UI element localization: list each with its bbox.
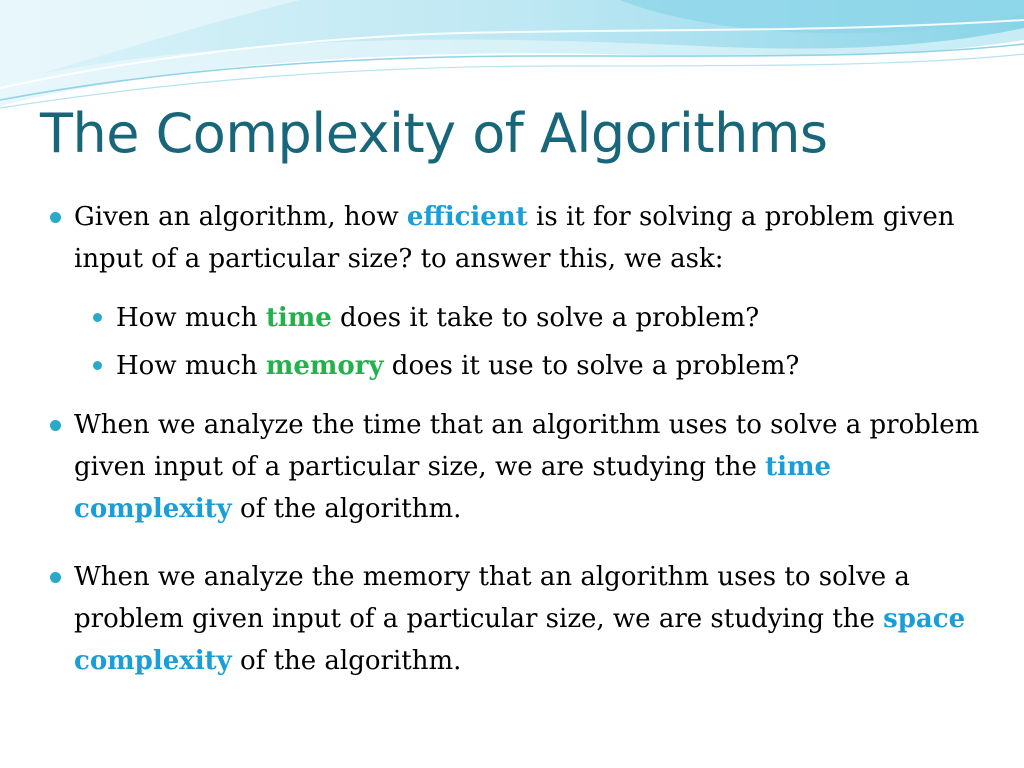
sub-bullet-text: How much (116, 351, 266, 381)
highlight-time-complexity: time complexity (74, 452, 832, 524)
bullet-text: of the algorithm. (231, 494, 462, 524)
bullet-text: is it for solving a problem given input of a particular size? to answer this, we ask: (74, 202, 955, 274)
sub-bullet-dot-icon (93, 313, 102, 322)
highlight-memory: memory (265, 351, 384, 381)
bullet-item (48, 404, 988, 530)
slide-title: The Complexity of Algorithms (40, 102, 828, 165)
sub-bullet-text: does it take to solve a problem? (331, 303, 760, 333)
slide-body (48, 196, 988, 682)
highlight-efficient: efficient (406, 202, 528, 232)
bullet-dot-icon (50, 572, 61, 583)
bullet-text: Given an algorithm, how (74, 202, 407, 232)
bullet-dot-icon (50, 420, 61, 431)
bullet-text: When we analyze the memory that an algorithm uses to solve a problem given input of a particular size, we are studying the (74, 562, 910, 634)
bullet-text: When we analyze the time that an algorithm uses to solve a problem given input of a particular size, we are studying the (74, 410, 980, 482)
sub-bullet-text: does it use to solve a problem? (383, 351, 800, 381)
sub-bullet-text: How much (116, 303, 266, 333)
highlight-time: time (265, 303, 332, 333)
sub-bullet-dot-icon (93, 361, 102, 370)
bullet-text: of the algorithm. (231, 646, 462, 676)
sub-bullet-item (48, 342, 988, 390)
bullet-item (48, 556, 988, 682)
sub-bullet-item (48, 294, 988, 342)
bullet-dot-icon (50, 212, 61, 223)
bullet-item (48, 196, 988, 280)
highlight-space-complexity: space complexity (74, 604, 966, 676)
